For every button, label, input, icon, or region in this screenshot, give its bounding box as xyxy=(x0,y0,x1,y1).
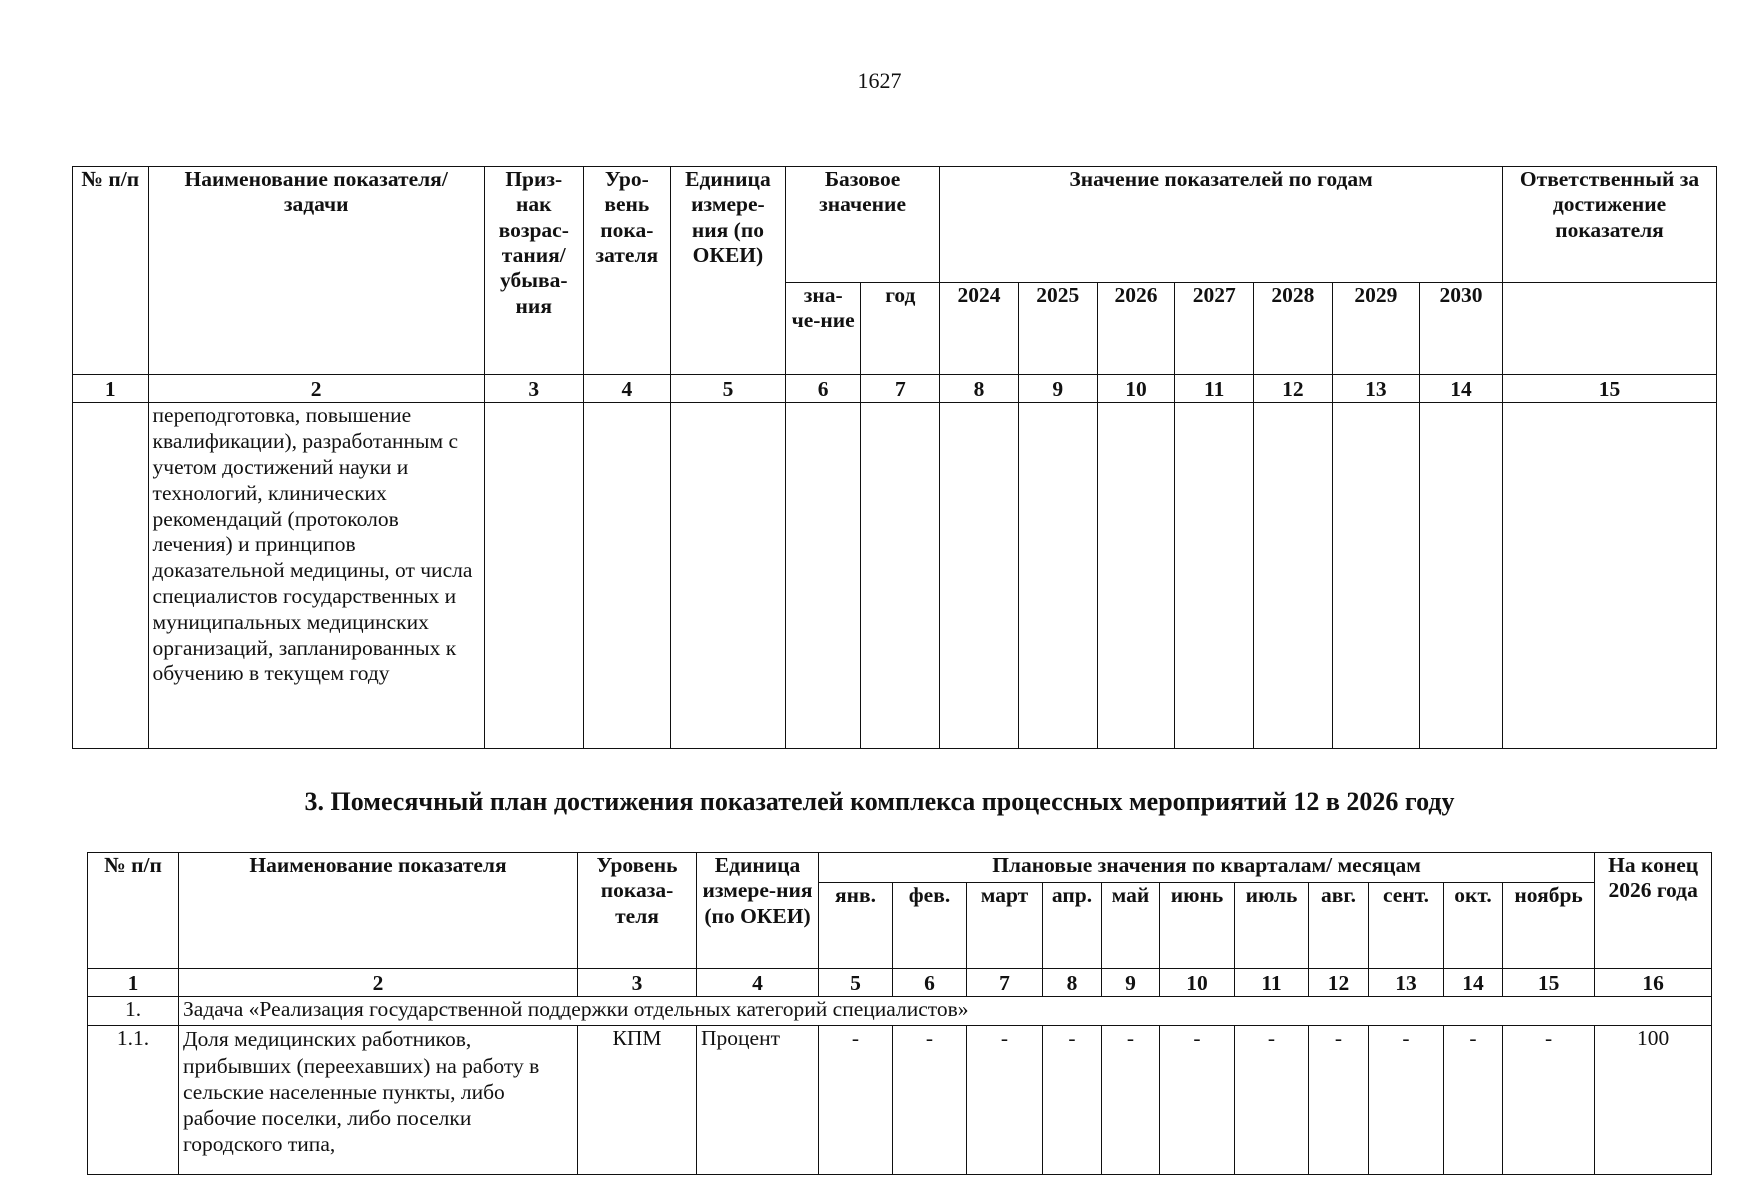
header-month: апр. xyxy=(1043,883,1102,969)
column-number: 10 xyxy=(1160,969,1235,997)
monthly-value: - xyxy=(893,1026,967,1175)
row-cell xyxy=(1332,403,1419,749)
header-month: авг. xyxy=(1309,883,1369,969)
column-number: 1 xyxy=(88,969,179,997)
column-number: 15 xyxy=(1503,969,1595,997)
column-number: 7 xyxy=(967,969,1043,997)
row-cell xyxy=(785,403,861,749)
header-year: 2029 xyxy=(1332,283,1419,375)
row-cell xyxy=(670,403,785,749)
header-plan: Плановые значения по кварталам/ месяцам xyxy=(819,853,1595,883)
header-month: июнь xyxy=(1160,883,1235,969)
header-level: Уровень показа-теля xyxy=(578,853,697,969)
indicator-level: КПМ xyxy=(578,1026,697,1175)
task-num: 1. xyxy=(88,997,179,1026)
header-year: 2030 xyxy=(1420,283,1503,375)
task-title: Задача «Реализация государственной поддержки отдельных категорий специалистов» xyxy=(179,997,1712,1026)
column-number: 5 xyxy=(819,969,893,997)
header-name: Наименование показателя xyxy=(179,853,578,969)
header-end: На конец 2026 года xyxy=(1595,853,1712,969)
row-cell xyxy=(1097,403,1175,749)
monthly-value: - xyxy=(819,1026,893,1175)
column-number: 13 xyxy=(1369,969,1444,997)
header-year: 2028 xyxy=(1254,283,1333,375)
header-num: № п/п xyxy=(88,853,179,969)
section-title: 3. Помесячный план достижения показателей комплекса процессных мероприятий 12 в 2026 году xyxy=(304,787,1455,816)
header-trend: Приз-нак возрас-тания/ убыва-ния xyxy=(484,167,583,375)
column-number: 16 xyxy=(1595,969,1712,997)
header-level: Уро-вень пока-зателя xyxy=(583,167,670,375)
header-base-year: год xyxy=(861,283,940,375)
header-year: 2024 xyxy=(940,283,1019,375)
header-year: 2025 xyxy=(1018,283,1097,375)
monthly-value: - xyxy=(1102,1026,1160,1175)
monthly-value: - xyxy=(1160,1026,1235,1175)
monthly-plan-table xyxy=(87,852,1712,1175)
monthly-value: - xyxy=(1369,1026,1444,1175)
header-base: Базовое значение xyxy=(785,167,939,283)
row-cell xyxy=(1503,403,1717,749)
header-name: Наименование показателя/ задачи xyxy=(148,167,484,375)
row-cell xyxy=(484,403,583,749)
column-number: 2 xyxy=(179,969,578,997)
column-number: 3 xyxy=(484,375,583,403)
column-number: 6 xyxy=(893,969,967,997)
column-number: 6 xyxy=(785,375,861,403)
header-unit: Единица измере-ния (по ОКЕИ) xyxy=(670,167,785,375)
monthly-value: - xyxy=(1235,1026,1309,1175)
row-cell xyxy=(861,403,940,749)
column-number: 4 xyxy=(583,375,670,403)
header-month: окт. xyxy=(1444,883,1503,969)
column-number: 13 xyxy=(1332,375,1419,403)
column-number: 15 xyxy=(1503,375,1717,403)
indicator-name: Доля медицинских работников, прибывших (переехавших) на работу в сельские населенные пункты, либо рабочие поселки, либо поселки городского типа, xyxy=(179,1026,578,1175)
column-number: 11 xyxy=(1235,969,1309,997)
column-number: 8 xyxy=(940,375,1019,403)
header-month: сент. xyxy=(1369,883,1444,969)
monthly-value: - xyxy=(967,1026,1043,1175)
row-cell xyxy=(1254,403,1333,749)
column-number: 8 xyxy=(1043,969,1102,997)
header-unit: Единица измере-ния (по ОКЕИ) xyxy=(697,853,819,969)
column-number: 9 xyxy=(1018,375,1097,403)
monthly-value: - xyxy=(1309,1026,1369,1175)
row-cell xyxy=(1420,403,1503,749)
monthly-value: - xyxy=(1503,1026,1595,1175)
monthly-value: - xyxy=(1043,1026,1102,1175)
row-indicator-text: переподготовка, повышение квалификации), разработанным с учетом достижений науки и технологий, клинических рекомендаций (протоколов лечения) и принципов доказательной медицины, от числа специалистов государственных и муниципальных медицинских организаций, запланированных к обучению в текущем году xyxy=(148,403,484,749)
header-responsible-blank xyxy=(1503,283,1717,375)
column-number: 11 xyxy=(1175,375,1254,403)
header-num: № п/п xyxy=(73,167,149,375)
header-month: янв. xyxy=(819,883,893,969)
page-number: 1627 xyxy=(857,68,902,93)
column-number: 1 xyxy=(73,375,149,403)
header-month: май xyxy=(1102,883,1160,969)
row-num-cell xyxy=(73,403,149,749)
header-year: 2026 xyxy=(1097,283,1175,375)
column-number: 4 xyxy=(697,969,819,997)
end-of-year-value: 100 xyxy=(1595,1026,1712,1175)
header-base-value: зна-че-ние xyxy=(785,283,861,375)
row-cell xyxy=(583,403,670,749)
header-month: фев. xyxy=(893,883,967,969)
header-values-by-year: Значение показателей по годам xyxy=(940,167,1503,283)
row-cell xyxy=(1175,403,1254,749)
indicator-num: 1.1. xyxy=(88,1026,179,1175)
header-responsible: Ответственный за достижение показателя xyxy=(1503,167,1717,283)
column-number: 12 xyxy=(1254,375,1333,403)
column-number: 14 xyxy=(1420,375,1503,403)
column-number: 7 xyxy=(861,375,940,403)
indicators-table xyxy=(72,166,1717,749)
column-number: 14 xyxy=(1444,969,1503,997)
monthly-value: - xyxy=(1444,1026,1503,1175)
header-month: июль xyxy=(1235,883,1309,969)
column-number: 9 xyxy=(1102,969,1160,997)
column-number: 12 xyxy=(1309,969,1369,997)
indicator-unit: Процент xyxy=(697,1026,819,1175)
column-number: 5 xyxy=(670,375,785,403)
header-year: 2027 xyxy=(1175,283,1254,375)
column-number: 2 xyxy=(148,375,484,403)
column-number: 3 xyxy=(578,969,697,997)
header-month: ноябрь xyxy=(1503,883,1595,969)
row-cell xyxy=(940,403,1019,749)
row-cell xyxy=(1018,403,1097,749)
column-number: 10 xyxy=(1097,375,1175,403)
header-month: март xyxy=(967,883,1043,969)
